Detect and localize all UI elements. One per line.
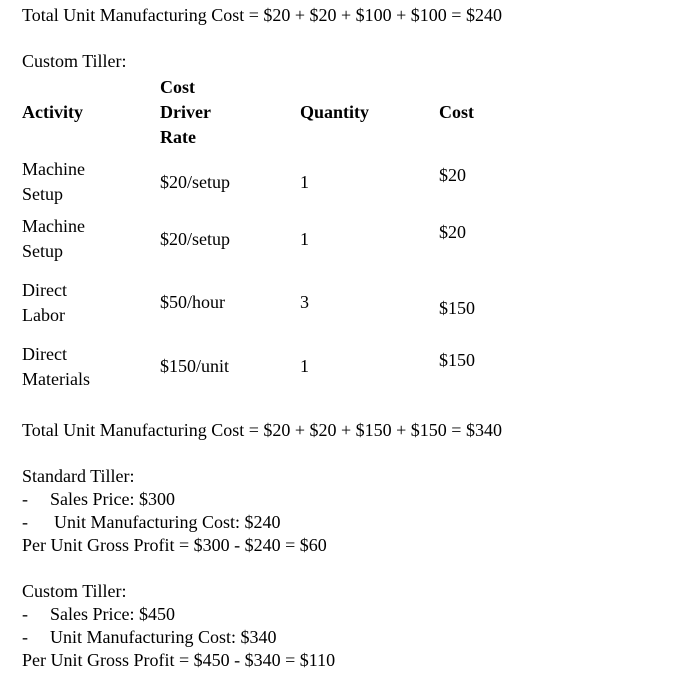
row-3-activity-line1: Direct: [22, 280, 67, 300]
row-2-activity-line2: Setup: [22, 241, 64, 261]
custom-total-cost: Total Unit Manufacturing Cost = $20 + $20 + $150 + $150 = $340: [22, 420, 502, 440]
row-3-activity-line2: Labor: [22, 305, 65, 325]
standard-unit-cost: Unit Manufacturing Cost: $240: [54, 512, 281, 532]
standard-unit-cost-item: [22, 511, 280, 534]
custom-summary-heading: Custom Tiller:: [22, 581, 127, 601]
custom-unit-cost: Unit Manufacturing Cost: $340: [50, 627, 277, 647]
row-1-activity-line2: Setup: [22, 184, 64, 204]
standard-summary-heading: Standard Tiller:: [22, 466, 135, 486]
header-quantity: Quantity: [300, 102, 370, 122]
bullet-dash: -: [22, 489, 28, 509]
custom-gross-profit: Per Unit Gross Profit = $450 - $340 = $110: [22, 650, 336, 670]
header-rate-line1: Cost: [160, 77, 195, 97]
bullet-dash: -: [22, 627, 28, 647]
standard-gross-profit: Per Unit Gross Profit = $300 - $240 = $60: [22, 535, 327, 555]
custom-unit-cost-item: [22, 626, 276, 649]
row-1-activity-line1: Machine: [22, 159, 85, 179]
standard-sales-price: Sales Price: $300: [50, 489, 175, 509]
row-3-cost: $150: [439, 298, 475, 318]
custom-sales-price: Sales Price: $450: [50, 604, 175, 624]
header-rate-line3: Rate: [160, 127, 196, 147]
header-rate-line2: Driver: [160, 102, 211, 122]
standard-sales-price-item: [22, 488, 175, 511]
row-1-rate: $20/setup: [160, 172, 230, 192]
custom-tiller-heading: Custom Tiller:: [22, 51, 127, 71]
bullet-dash: -: [22, 512, 28, 532]
row-2-quantity: 1: [300, 229, 309, 249]
row-4-cost: $150: [439, 350, 475, 370]
custom-sales-price-item: [22, 603, 175, 626]
row-2-activity-line1: Machine: [22, 216, 85, 236]
bullet-dash: -: [22, 604, 28, 624]
header-activity: Activity: [22, 102, 83, 122]
row-4-quantity: 1: [300, 356, 309, 376]
row-2-cost: $20: [439, 222, 466, 242]
header-cost: Cost: [439, 102, 474, 122]
row-3-rate: $50/hour: [160, 292, 225, 312]
row-1-cost: $20: [439, 165, 466, 185]
row-4-activity-line1: Direct: [22, 344, 67, 364]
row-1-quantity: 1: [300, 172, 309, 192]
row-3-quantity: 3: [300, 292, 309, 312]
row-2-rate: $20/setup: [160, 229, 230, 249]
standard-total-cost: Total Unit Manufacturing Cost = $20 + $20 + $100 + $100 = $240: [22, 5, 502, 25]
row-4-activity-line2: Materials: [22, 369, 90, 389]
row-4-rate: $150/unit: [160, 356, 230, 376]
